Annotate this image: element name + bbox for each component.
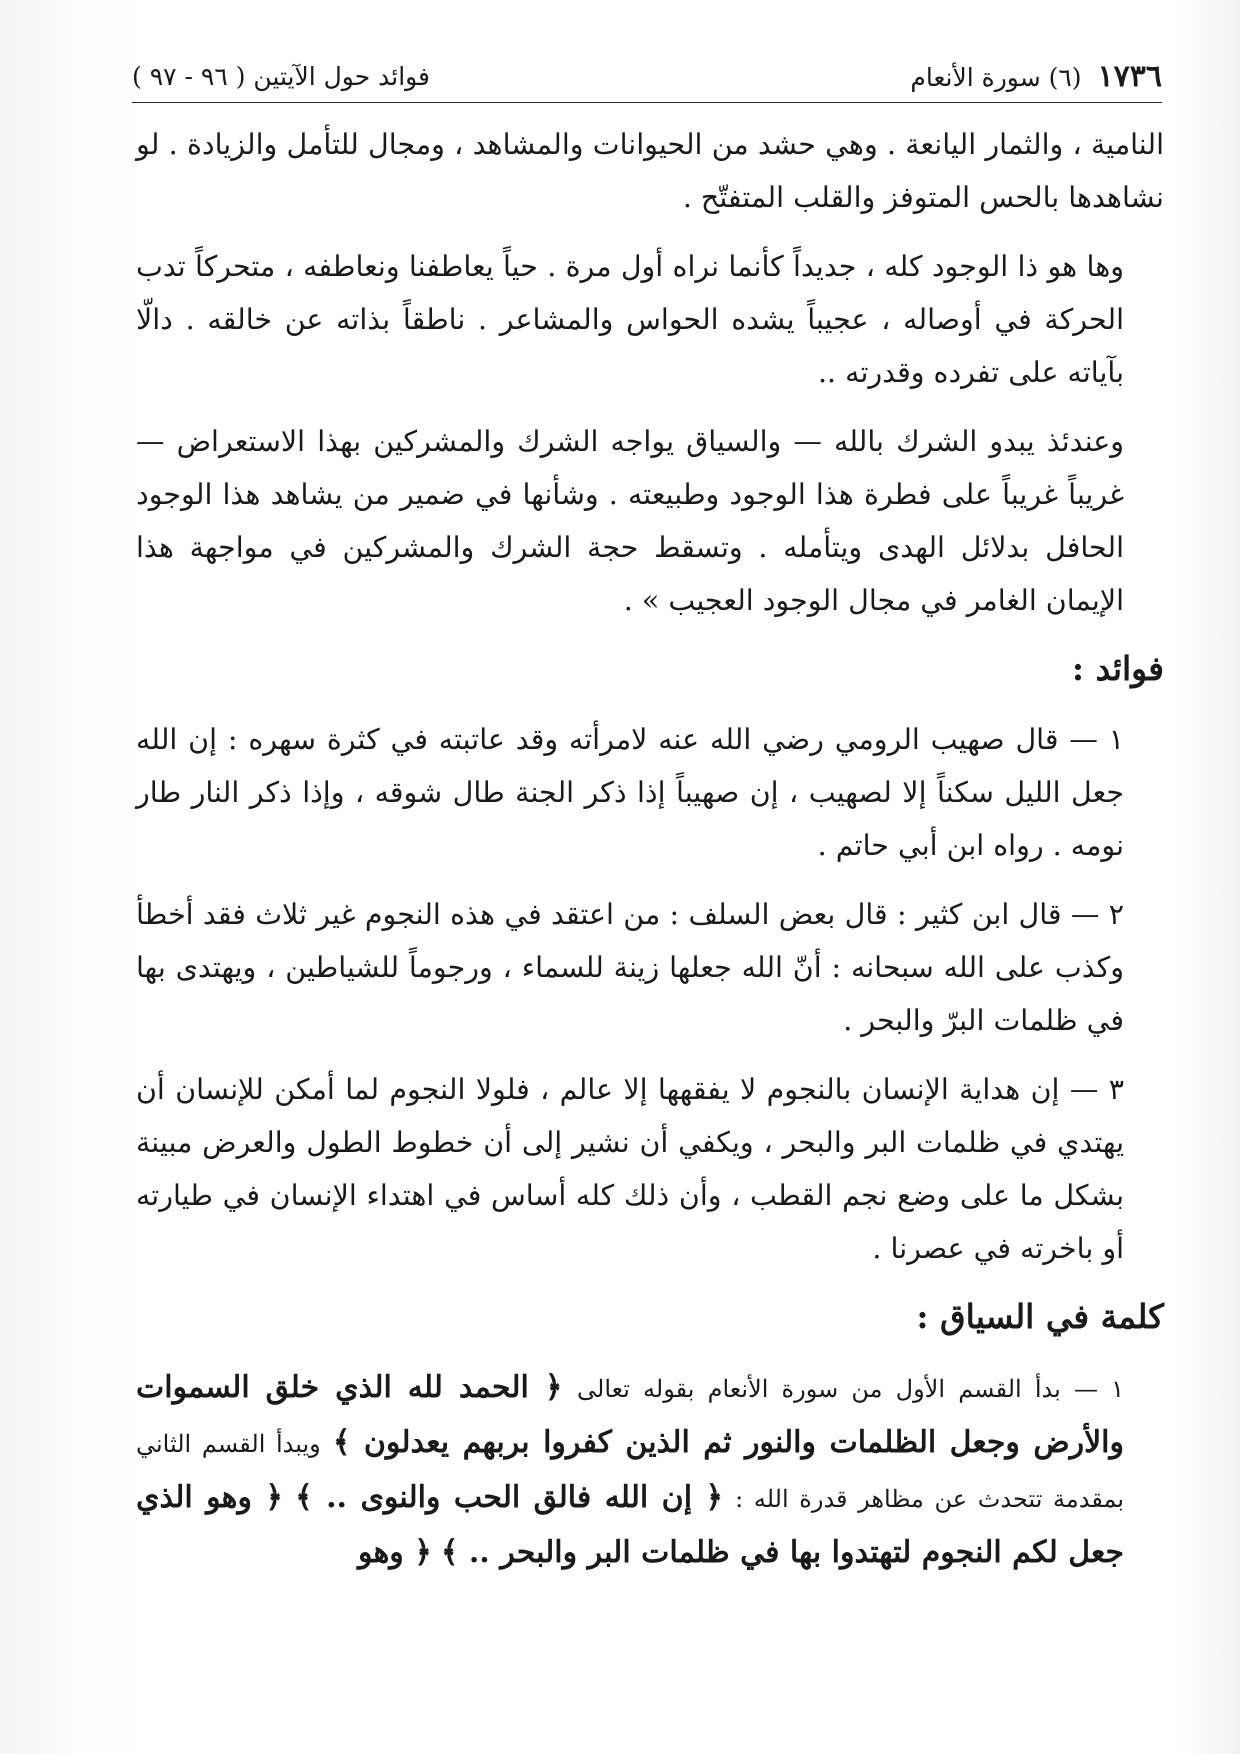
- paragraph-3: وعندئذ يبدو الشرك بالله — والسياق يواجه الشرك والمشركين بهذا الاستعراض — غريباً غريباً على فطرة هذا الوجود وطبيعته . وشأنها في ضمير من يشاهد هذا الوجود الحافل بدلائل الهدى ويتأمله . وتسقط حجة الشرك والمشركين في مواجهة هذا الإيمان الغامر في مجال الوجود العجيب » .: [136, 425, 1124, 617]
- kalima-heading: كلمة في السياق :: [916, 1297, 1164, 1336]
- fawaid-item-3: ٣ — إن هداية الإنسان بالنجوم لا يفقهها إلا عالم ، فلولا النجوم لما أمكن للإنسان أن يهتدي في ظلمات البر والبحر ، ويكفي أن نشير إلى أن خطوط الطول والعرض مبينة بشكل ما على وضع نجم القطب ، وأن ذلك كله أساس في اهتداء الإنسان في طيارته أو باخرته في عصرنا .: [136, 1073, 1124, 1265]
- kalima-intro: ١ — بدأ القسم الأول من سورة الأنعام بقوله تعالى: [577, 1375, 1125, 1403]
- quran-verse-2: ﴿ إن الله فالق الحب والنوى .. ﴾: [295, 1480, 724, 1515]
- kalima-item-1: [136, 1361, 1164, 1579]
- fawaid-item-1: ١ — قال صهيب الرومي رضي الله عنه لامرأته وقد عاتبته في كثرة سهره : إن الله جعل الليل سكناً إلا لصهيب ، إن صهيباً إذا ذكر الجنة طال شوقه ، وإذا ذكر النار طار نومه . رواه ابن أبي حاتم .: [136, 723, 1124, 862]
- quran-verse-1: ﴿ الحمد لله الذي خلق السموات والأرض وجعل الظلمات والنور ثم الذين كفروا بربهم يعدلون ﴾: [136, 1370, 1125, 1460]
- page-body: [136, 118, 1164, 1595]
- paragraph-1: النامية ، والثمار اليانعة . وهي حشد من الحيوانات والمشاهد ، ومجال للتأمل والزيادة . لو نشاهدها بالحس المتوفز والقلب المتفتّح .: [136, 128, 1164, 214]
- fawaid-heading: فوائد :: [1071, 649, 1164, 688]
- page-number: ١٧٣٦: [1097, 58, 1162, 94]
- paragraph-2: وها هو ذا الوجود كله ، جديداً كأنما نراه أول مرة . حياً يعاطفنا ونعاطفه ، متحركاً تدب الحركة في أوصاله ، عجيباً يشده الحواس والمشاعر . ناطقاً بذاته عن خالقه . دالّا بآياته على تفرده وقدرته ..: [136, 250, 1125, 389]
- quran-verse-3: ﴿ وهو الذي جعل لكم النجوم لتهتدوا بها في ظلمات البر والبحر .. ﴾: [136, 1480, 1124, 1570]
- kalima-mid: ويبدأ القسم الثاني بمقدمة تتحدث عن مظاهر قدرة الله :: [136, 1430, 1125, 1513]
- running-head-right: [910, 59, 1162, 94]
- surah-name: (٦) سورة الأنعام: [910, 62, 1082, 92]
- running-head: [132, 50, 1162, 103]
- quran-verse-4: ﴿ وهو: [357, 1535, 432, 1570]
- fawaid-item-2: ٢ — قال ابن كثير : قال بعض السلف : من اعتقد في هذه النجوم غير ثلاث فقد أخطأ وكذب على الله سبحانه : أنّ الله جعلها زينة للسماء ، ورجوماً للشياطين ، ويهتدى بها في ظلمات البرّ والبحر .: [136, 898, 1124, 1037]
- section-title: فوائد حول الآيتين ( ٩٦ - ٩٧ ): [132, 61, 431, 91]
